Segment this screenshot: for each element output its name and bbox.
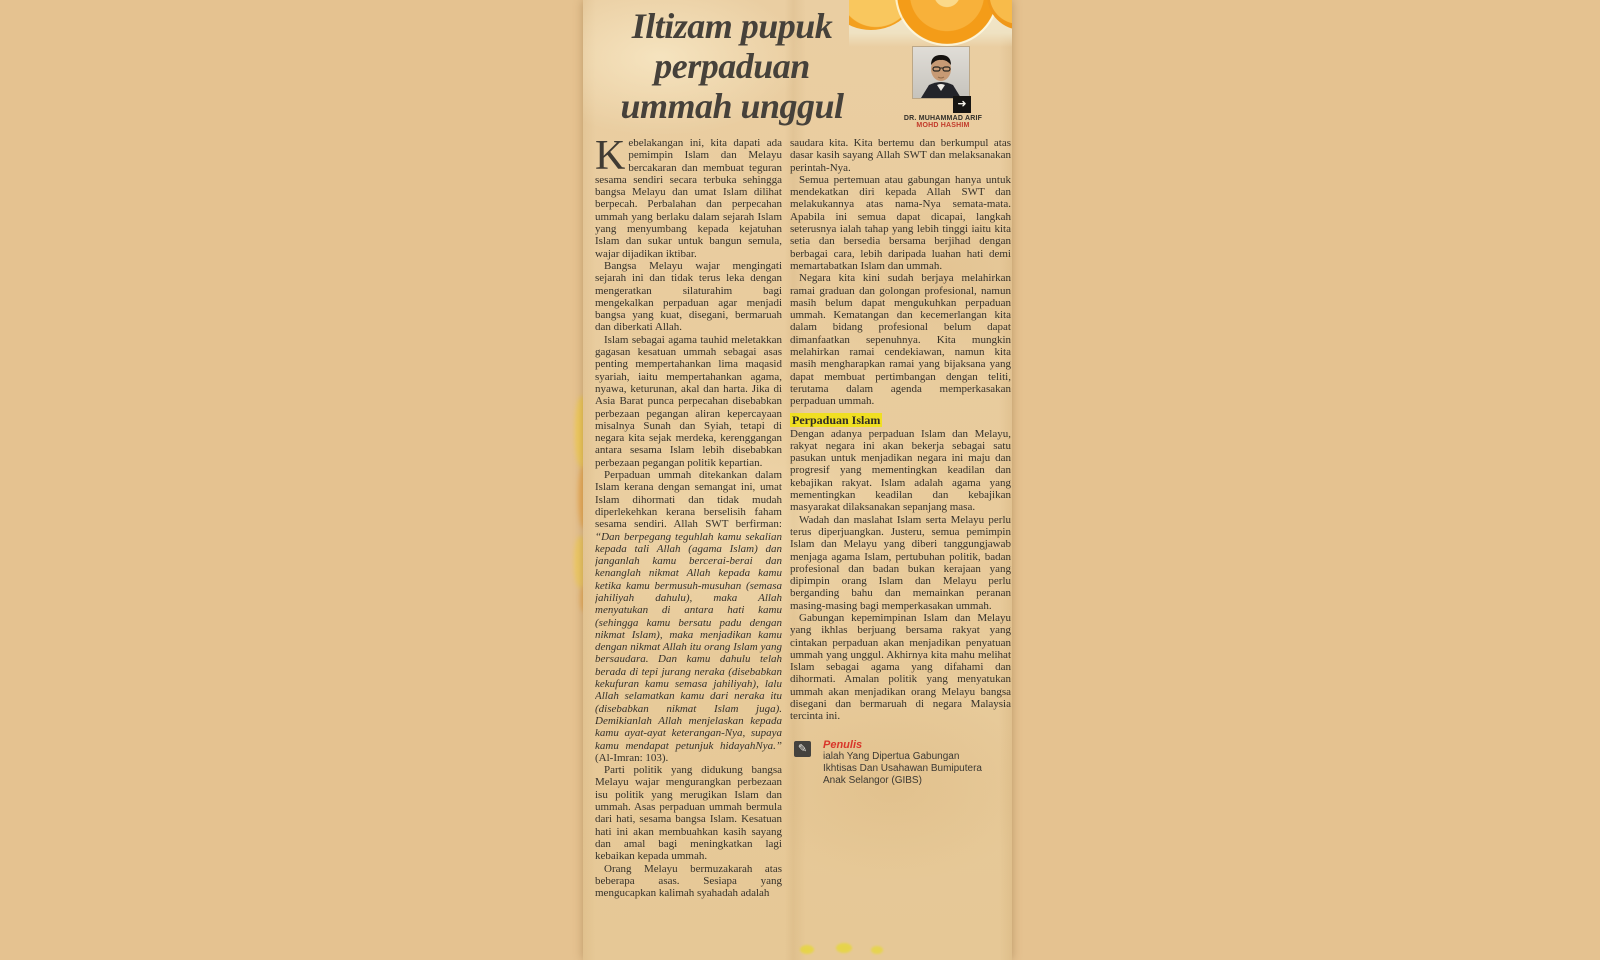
author-name	[883, 115, 1003, 129]
paragraph: Kebelakangan ini, kita dapati ada pemimpin Islam dan Melayu bercakaran dan membuat teguran sesama sendiri secara terbuka sehingga bangsa Melayu dan umat Islam dilihat berpecah. Perbalahan dan perpecahan ummah yang berlaku dalam sejarah Islam yang menyumbang kepada kejatuhan Islam dan sukar untuk bangun semula, wajar dijadikan iktibar.	[595, 137, 782, 260]
author-photo	[913, 47, 969, 98]
pencil-icon: ✎	[794, 741, 811, 757]
footer-texts	[823, 739, 988, 787]
paragraph: saudara kita. Kita bertemu dan berkumpul atas dasar kasih sayang Allah SWT dan melaksanakan perintah-Nya.	[790, 137, 1011, 174]
paragraph: Dengan adanya perpaduan Islam dan Melayu, rakyat negara ini akan bekerja sebagai satu pasukan untuk menjadikan negara ini maju dan progresif yang mementingkan keadilan dan kebajikan rakyat. Islam adalah agama yang mementingkan keadilan dan kebajikan masyarakat dilaksanakan sepanjang masa.	[790, 427, 1011, 514]
paragraph: Gabungan kepemimpinan Islam dan Melayu yang ikhlas berjuang bersama rakyat yang cintakan perpaduan akan menjadikan penyatuan ummah yang unggul. Akhirnya kita mahu melihat Islam sebagai agama yang difahami dan dihormati. Amalan politik yang menyatukan ummah akan menjadikan orang Melayu bangsa disegani dan bermaruah di negara Malaysia tercinta ini.	[790, 611, 1011, 723]
highlighter-dot	[800, 945, 814, 954]
section-subheading	[790, 414, 1011, 427]
author-name-line2: MOHD HASHIM	[916, 122, 970, 129]
arrow-icon: ➜	[953, 96, 971, 113]
drop-cap: K	[595, 137, 626, 179]
paragraph: Negara kita kini sudah berjaya melahirkan ramai graduan dan golongan profesional, namun masih belum dapat mengukuhkan perpaduan ummah. Kematangan dan kecemerlangan kita dalam bidang profesional belum dapat dimanfaatkan sepenuhnya. Kita mungkin melahirkan ramai cendekiawan, namun kita masih mengharapkan ramai yang bijaksana yang dapat membuat pertimbangan dengan teliti, terutama dalam agenda memperkasakan perpaduan ummah.	[790, 272, 1011, 408]
paragraph: Orang Melayu bermuzakarah atas beberapa asas. Sesiapa yang mengucapkan kalimah syahadah adalah	[595, 862, 782, 900]
paragraph: Perpaduan ummah ditekankan dalam Islam kerana dengan semangat ini, umat Islam dihormati dan tidak mudah diperlekehkan kerana berselisih faham sesama sendiri. Allah SWT berfirman: “Dan berpegang teguhlah kamu sekalian kepada tali Allah (agama Islam) dan janganlah kamu bercerai-berai dan kenanglah nikmat Allah kepada kamu ketika kamu bermusuh-musuhan (semasa jahiliyah dahulu), maka Allah menyatukan di antara hati kamu (sehingga kamu bersatu padu dengan nikmat Islam), maka menjadikan kamu dengan nikmat Allah itu orang Islam yang bersaudara. Dan kamu dahulu telah berada di tepi jurang neraka (disebabkan kekufuran kamu semasa jahiliyah), lalu Allah selamatkan kamu dari neraka itu (disebabkan nikmat Islam juga). Demikianlah Allah menjelaskan kepada kamu ayat-ayat keterangan-Nya, supaya kamu mendapat petunjuk hidayahNya.” (Al-Imran: 103).	[595, 469, 782, 764]
footer	[790, 739, 1011, 787]
highlighter-dot	[871, 946, 883, 954]
paragraph: Wadah dan maslahat Islam serta Melayu perlu terus diperjuangkan. Justeru, semua pemimpin Islam dan Melayu yang diberi tanggungjawab menjaga agama Islam, pertubuhan politik, badan profesional dan badan bukan kerajaan yang dipimpin orang Islam dan Melayu perlu berganding bahu dan memainkan peranan masing-masing bagi memperkasakan ummah.	[790, 513, 1011, 612]
author-name-line1: DR. MUHAMMAD ARIF	[903, 115, 983, 122]
penulis-label: Penulis	[823, 738, 863, 751]
highlighter-dot	[836, 943, 852, 953]
right-column	[790, 137, 1011, 960]
paragraph: Parti politik yang didukung bangsa Melayu wajar mengurangkan perbezaan isu politik yang merugikan Islam dan ummah. Asas perpaduan ummah bermula dari hati, sesama bangsa Islam. Kesatuan hati ini akan membuahkan kasih sayang dan amal bagi meningkatkan lagi kebaikan kepada ummah.	[595, 764, 782, 863]
penulis-text: ialah Yang Dipertua Gabungan Ikhtisas Dan Usahawan Bumiputera Anak Selangor (GIBS)	[823, 750, 982, 786]
newspaper-clipping	[583, 0, 1012, 960]
right-column-bottom	[790, 428, 1011, 723]
left-column	[595, 137, 782, 960]
headline-line: Iltizam pupuk	[631, 6, 833, 46]
headline	[591, 6, 873, 126]
paragraph: Islam sebagai agama tauhid meletakkan gagasan kesatuan ummah sebagai asas penting mempertahankan lima maqasid syariah, iaitu mempertahankan agama, nyawa, keturunan, akal dan harta. Jika di Asia Barat punca perpecahan disebabkan perbezaan pegangan aliran kepercayaan misalnya Sunah dan Syiah, tetapi di negara kita sejak merdeka, kerenggangan antara sesama Islam lebih disebabkan perbezaan pegangan politik kepartian.	[595, 333, 782, 469]
orange-slices-photo	[849, 0, 1012, 47]
author-portrait	[913, 47, 969, 98]
headline-line: ummah unggul	[620, 86, 844, 126]
subheading-highlight: Perpaduan Islam	[792, 412, 881, 427]
paragraph: Bangsa Melayu wajar mengingati sejarah ini dan tidak terus leka dengan mengeratkan silaturahim bagi mengekalkan perpaduan agar menjadi bangsa yang kuat, disegani, bermaruah dan diberkati Allah.	[595, 259, 782, 334]
right-column-top	[790, 137, 1011, 408]
headline-line: perpaduan	[654, 46, 810, 86]
paragraph: Semua pertemuan atau gabungan hanya untuk mendekatkan diri kepada Allah SWT dan melakukannya atas nama-Nya semata-mata. Apabila ini semua dapat dicapai, langkah seterusnya ialah tahap yang lebih tinggi iaitu kita setia dan bersedia bersama berjihad dengan berbagai cara, lebih daripada luahan hati demi memartabatkan Islam dan ummah.	[790, 173, 1011, 272]
